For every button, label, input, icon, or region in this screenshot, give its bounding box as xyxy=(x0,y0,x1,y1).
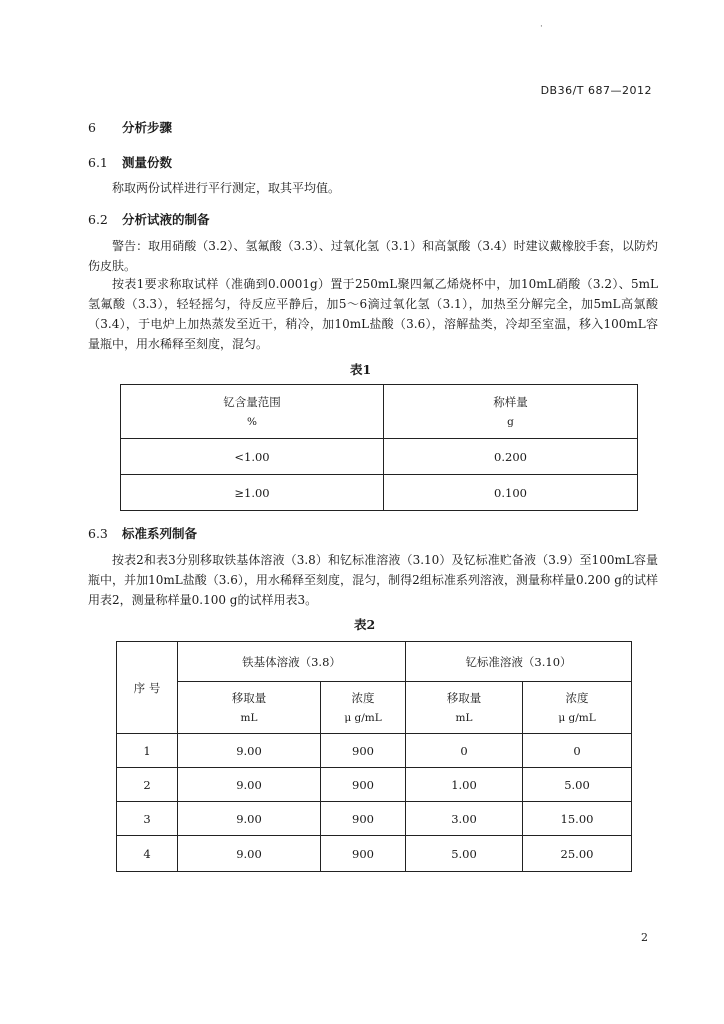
table-cell: 900 xyxy=(321,802,406,836)
header-label: 钇含量范围 xyxy=(223,394,281,409)
column-header-fe-concentration xyxy=(321,682,406,734)
section-6-3-text: 按表2和表3分别移取铁基体溶液（3.8）和钇标准溶液（3.10）及钇标准贮备液（3.9）至100mL容量瓶中，并加10mL盐酸（3.6），用水稀释至刻度，混匀，制得2组标准系列溶液，测量称样量0.200 g的试样用表2，测量称样量0.100 g的试样用表3。 xyxy=(88,553,658,607)
column-header-sample-mass xyxy=(384,385,638,439)
section-title: 标准系列制备 xyxy=(122,526,198,541)
header-unit: g xyxy=(507,415,514,428)
group-header-yttrium-standard: 钇标准溶液（3.10） xyxy=(406,642,632,682)
table-cell: 9.00 xyxy=(178,836,321,872)
column-header-sequence: 序 号 xyxy=(117,642,178,734)
table-cell: 3 xyxy=(117,802,178,836)
section-title: 测量份数 xyxy=(122,155,173,170)
table-cell: ≥1.00 xyxy=(121,475,384,511)
section-number: 6.1 xyxy=(88,155,108,170)
header-unit: mL xyxy=(240,711,258,724)
column-header-fe-volume xyxy=(178,682,321,734)
table-cell: 0 xyxy=(406,734,523,768)
table-2 xyxy=(116,641,632,872)
table-cell: 5.00 xyxy=(406,836,523,872)
header-unit: μ g/mL xyxy=(558,711,596,724)
section-6-2-heading xyxy=(88,210,210,228)
table-row xyxy=(117,802,632,836)
table-cell: 25.00 xyxy=(523,836,632,872)
table-cell: 15.00 xyxy=(523,802,632,836)
header-unit: % xyxy=(247,415,257,428)
table-cell: 9.00 xyxy=(178,768,321,802)
table-cell: 0.100 xyxy=(384,475,638,511)
table-header-row xyxy=(121,385,638,439)
group-header-iron-matrix: 铁基体溶液（3.8） xyxy=(178,642,406,682)
table-cell: <1.00 xyxy=(121,439,384,475)
table-row xyxy=(117,836,632,872)
scan-mark: · xyxy=(540,22,543,32)
section-title: 分析步骤 xyxy=(122,120,173,135)
table-1-caption: 表1 xyxy=(350,362,372,377)
table-group-header-row xyxy=(117,642,632,682)
warning-text: 警告：取用硝酸（3.2）、氢氟酸（3.3）、过氧化氢（3.1）和高氯酸（3.4）时建议戴橡胶手套，以防灼伤皮肤。 xyxy=(88,239,658,273)
column-header-yttrium-range xyxy=(121,385,384,439)
table-cell: 900 xyxy=(321,768,406,802)
section-number: 6 xyxy=(88,120,96,135)
table-cell: 900 xyxy=(321,734,406,768)
section-number: 6.2 xyxy=(88,212,108,227)
table-subheader-row xyxy=(117,682,632,734)
section-number: 6.3 xyxy=(88,526,108,541)
column-header-y-volume xyxy=(406,682,523,734)
table-cell: 0 xyxy=(523,734,632,768)
table-cell: 0.200 xyxy=(384,439,638,475)
header-label: 浓度 xyxy=(351,690,375,705)
section-6-2-text: 按表1要求称取试样（准确到0.0001g）置于250mL聚四氟乙烯烧杯中，加10mL硝酸（3.2）、5mL氢氟酸（3.3），轻轻摇匀，待反应平静后，加5～6滴过氧化氢（3.1），加热至分解完全，加5mL高氯酸（3.4），于电炉上加热蒸发至近干，稍冷，加10mL盐酸（3.6），溶解盐类，冷却至室温，移入100mL容量瓶中，用水稀释至刻度，混匀。 xyxy=(88,277,658,351)
header-unit: μ g/mL xyxy=(344,711,382,724)
header-label: 移取量 xyxy=(446,690,482,705)
header-label: 称样量 xyxy=(493,394,528,409)
header-label: 浓度 xyxy=(565,690,589,705)
section-6-heading xyxy=(88,118,172,136)
standard-code: DB36/T 687—2012 xyxy=(540,84,652,97)
header-label: 移取量 xyxy=(231,690,267,705)
table-cell: 2 xyxy=(117,768,178,802)
table-cell: 4 xyxy=(117,836,178,872)
table-1 xyxy=(120,384,638,511)
section-6-3-heading xyxy=(88,524,197,542)
table-row xyxy=(117,768,632,802)
table-row xyxy=(121,439,638,475)
table-cell: 3.00 xyxy=(406,802,523,836)
header-unit: mL xyxy=(455,711,473,724)
table-row xyxy=(121,475,638,511)
table-cell: 1 xyxy=(117,734,178,768)
table-cell: 9.00 xyxy=(178,802,321,836)
table-cell: 900 xyxy=(321,836,406,872)
section-6-1-heading xyxy=(88,153,172,171)
table-cell: 5.00 xyxy=(523,768,632,802)
table-cell: 9.00 xyxy=(178,734,321,768)
section-title: 分析试液的制备 xyxy=(122,212,210,227)
column-header-y-concentration xyxy=(523,682,632,734)
table-2-caption: 表2 xyxy=(354,617,376,632)
section-6-1-text: 称取两份试样进行平行测定，取其平均值。 xyxy=(112,181,341,195)
table-row xyxy=(117,734,632,768)
table-cell: 1.00 xyxy=(406,768,523,802)
page-number: 2 xyxy=(641,931,648,944)
